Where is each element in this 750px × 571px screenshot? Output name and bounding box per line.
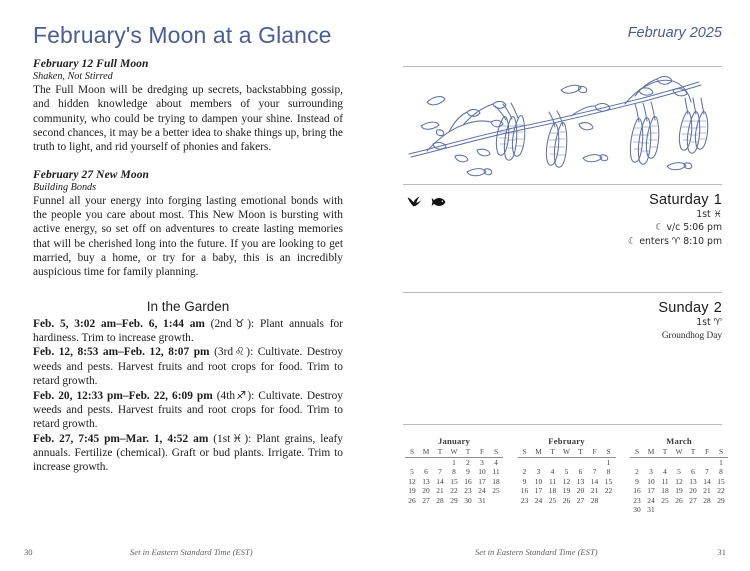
- mini-day-cell: 23: [464, 486, 472, 496]
- mini-day-cell: [433, 458, 447, 468]
- mini-day-cell: 20: [576, 486, 585, 496]
- mini-week-row: [405, 467, 503, 476]
- right-footer-note: Set in Eastern Standard Time (EST): [475, 547, 598, 557]
- left-footer-note: Set in Eastern Standard Time (EST): [130, 547, 253, 557]
- divider-sunday: [403, 292, 722, 293]
- moon-event-heading: February 12 Full Moon: [33, 58, 149, 70]
- weekday-header: T: [686, 447, 700, 458]
- mini-day-cell: [588, 458, 602, 468]
- mini-day-cell: 3: [649, 467, 653, 477]
- mini-day-cell: 18: [548, 486, 557, 496]
- mini-day-cell: 24: [478, 486, 486, 496]
- mini-day-cell: 16: [633, 486, 641, 496]
- mini-day-cell: [714, 505, 728, 514]
- zodiac-leo-icon: ♌: [233, 345, 247, 359]
- mini-day-cell: 19: [408, 486, 416, 496]
- mini-day-cell: 3: [536, 467, 541, 477]
- mini-day-cell: [700, 458, 714, 468]
- garden-entry-range: Feb. 27, 7:45 pm–Mar. 1, 4:52 am: [33, 432, 209, 445]
- mini-week-row: [405, 458, 503, 468]
- moon-event-subheading: Building Bonds: [33, 181, 97, 193]
- mini-day-cell: [630, 458, 644, 468]
- mini-day-cell: [532, 458, 546, 468]
- mini-calendar-march: [630, 436, 728, 514]
- garden-entry-phase: (3rd: [214, 346, 234, 359]
- mini-week-row: [518, 477, 616, 486]
- mini-day-cell: 29: [717, 495, 725, 505]
- mini-day-cell: [672, 505, 686, 514]
- mini-day-cell: 4: [663, 467, 667, 477]
- weekday-header: S: [602, 447, 616, 458]
- mini-calendar-title: February: [548, 436, 585, 446]
- mini-week-row: [405, 495, 503, 504]
- mini-day-cell: 21: [436, 486, 444, 496]
- mini-day-cell: 27: [576, 495, 585, 505]
- weekday-header: T: [546, 447, 560, 458]
- mini-week-row: [518, 458, 616, 468]
- mini-day-cell: 9: [522, 476, 527, 486]
- garden-section-title: In the Garden: [146, 298, 230, 314]
- mini-day-cell: 15: [450, 476, 458, 486]
- mini-day-cell: 25: [548, 495, 557, 505]
- divider-top: [403, 66, 722, 67]
- moon-event-heading: February 27 New Moon: [33, 168, 150, 181]
- mini-day-cell: 25: [492, 486, 500, 496]
- weekday-header: F: [475, 447, 489, 458]
- mini-week-row: [405, 477, 503, 486]
- divider-bottom: [403, 424, 722, 425]
- mini-calendar-title: March: [666, 436, 692, 446]
- mini-week-row: [630, 495, 728, 504]
- mini-day-cell: 6: [691, 467, 695, 477]
- mini-day-cell: 17: [534, 486, 543, 496]
- weekday-header: S: [630, 447, 644, 458]
- mini-day-cell: 28: [590, 495, 599, 505]
- mini-day-cell: 22: [450, 486, 458, 496]
- garden-entry-text: ): Plant annuals for hardiness. Trim to increase growth.: [33, 317, 343, 345]
- weekday-header: T: [461, 447, 475, 458]
- garden-entry: [33, 345, 343, 388]
- fish-icon: [431, 197, 446, 207]
- weekday-header: W: [560, 447, 574, 458]
- mini-day-cell: 8: [606, 467, 611, 477]
- mini-day-cell: 28: [436, 495, 444, 505]
- mini-day-cell: 8: [719, 467, 723, 477]
- mini-day-cell: 24: [534, 495, 543, 505]
- weekday-header: S: [714, 447, 728, 458]
- mini-calendar-table: [405, 447, 503, 505]
- mini-day-cell: 5: [564, 467, 569, 477]
- mini-day-cell: 16: [520, 486, 529, 496]
- mini-week-row: [630, 458, 728, 468]
- mini-day-cell: 5: [677, 467, 681, 477]
- mini-calendar-table: [518, 447, 616, 505]
- mini-day-cell: 7: [705, 467, 709, 477]
- mini-day-cell: 6: [424, 467, 428, 477]
- weekday-header: M: [532, 447, 546, 458]
- mini-week-row: [518, 486, 616, 495]
- mini-day-cell: 8: [452, 467, 456, 477]
- mini-day-cell: 2: [466, 458, 470, 468]
- mini-week-row: [630, 477, 728, 486]
- mini-day-cell: [686, 505, 700, 514]
- mini-day-cell: 15: [717, 476, 725, 486]
- mini-day-cell: [672, 458, 686, 468]
- mini-day-cell: 15: [604, 476, 613, 486]
- mini-day-cell: 14: [436, 476, 444, 486]
- moon-event-full-moon: [33, 58, 343, 155]
- moon-event-new-moon: [33, 169, 343, 280]
- weekday-header-row: [518, 447, 616, 458]
- day-entry-saturday: [628, 192, 722, 248]
- day-icons-saturday: [407, 196, 446, 207]
- day-name-sunday: [658, 300, 722, 316]
- left-page-body: [33, 58, 343, 475]
- mini-day-cell: 11: [492, 467, 500, 477]
- mini-day-cell: [644, 458, 658, 468]
- mini-day-cell: 10: [647, 476, 655, 486]
- mini-day-cell: [686, 458, 700, 468]
- date-number: 2: [713, 300, 722, 316]
- mini-calendar-february: [518, 436, 616, 514]
- garden-entry-range: Feb. 5, 3:02 am–Feb. 6, 1:44 am: [33, 317, 205, 330]
- mini-day-cell: [700, 505, 714, 514]
- weekday-header: W: [447, 447, 461, 458]
- mini-day-cell: 31: [478, 495, 486, 505]
- weekday-header: F: [588, 447, 602, 458]
- zodiac-sagittarius-icon: ♐: [235, 388, 248, 402]
- mini-day-cell: 24: [647, 495, 655, 505]
- moon-phase-line: 1st ♓: [696, 209, 722, 220]
- mini-day-cell: 20: [422, 486, 430, 496]
- mini-day-cell: 28: [703, 495, 711, 505]
- mini-day-cell: 6: [578, 467, 583, 477]
- garden-entry-text: ): Plant grains, leafy annuals. Fertilize (chemical). Graft or bud plants. Irrigate. Trim to increase growth.: [33, 432, 343, 474]
- mini-day-cell: 19: [675, 486, 683, 496]
- mini-day-cell: 22: [717, 486, 725, 496]
- mini-day-cell: 10: [478, 467, 486, 477]
- mini-calendar-table: [630, 447, 728, 514]
- garden-entry: [33, 317, 343, 346]
- mini-day-cell: 1: [452, 458, 456, 468]
- mini-day-cell: 26: [408, 495, 416, 505]
- weekday-header-row: [630, 447, 728, 458]
- day-entry-sunday: [658, 300, 722, 343]
- mini-week-row: [405, 486, 503, 495]
- mini-day-cell: [489, 495, 503, 504]
- mini-day-cell: [518, 458, 532, 468]
- mini-day-cell: 4: [550, 467, 555, 477]
- mini-day-cell: [419, 458, 433, 468]
- mini-day-cell: 12: [562, 476, 571, 486]
- mini-day-cell: 14: [703, 476, 711, 486]
- mini-day-cell: 29: [450, 495, 458, 505]
- garden-entry-range: Feb. 20, 12:33 pm–Feb. 22, 6:09 pm: [33, 389, 213, 402]
- weekday-header: F: [700, 447, 714, 458]
- weekday-label: Saturday: [649, 192, 709, 208]
- mini-day-cell: 18: [492, 476, 500, 486]
- mini-day-cell: 12: [675, 476, 683, 486]
- mini-day-cell: 12: [408, 476, 416, 486]
- mini-day-cell: 18: [661, 486, 669, 496]
- mini-day-cell: 19: [562, 486, 571, 496]
- mini-day-cell: 23: [633, 495, 641, 505]
- garden-entry-text: ): Cultivate. Destroy weeds and pests. Harvest fruits and root crops for food. Trim to retard growth.: [33, 389, 343, 431]
- moon-enters-sign-line: ☾ enters ♈ 8:10 pm: [628, 235, 722, 247]
- page-title: February's Moon at a Glance: [33, 22, 332, 48]
- mini-day-cell: 4: [494, 458, 498, 468]
- mini-day-cell: 11: [548, 476, 557, 486]
- left-page-number: 30: [24, 547, 33, 557]
- date-number: 1: [713, 192, 722, 208]
- moon-void-of-course-line: ☾ v/c 5:06 pm: [655, 222, 722, 234]
- zodiac-taurus-icon: ♉: [231, 316, 248, 330]
- mini-day-cell: [658, 505, 672, 514]
- mini-day-cell: 13: [576, 476, 585, 486]
- mini-day-cell: 26: [562, 495, 571, 505]
- mini-day-cell: 17: [478, 476, 486, 486]
- garden-entry-text: ): Cultivate. Destroy weeds and pests. Harvest fruits and root crops for food. Trim to retard growth.: [33, 346, 343, 388]
- moon-phase-line: 1st ♈: [696, 317, 722, 328]
- mini-day-cell: 13: [689, 476, 697, 486]
- weekday-header: T: [433, 447, 447, 458]
- weekday-header: S: [518, 447, 532, 458]
- weekday-header: S: [405, 447, 419, 458]
- garden-entry-range: Feb. 12, 8:53 am–Feb. 12, 8:07 pm: [33, 346, 210, 359]
- weekday-label: Sunday: [658, 300, 709, 316]
- mini-day-cell: [405, 458, 419, 468]
- holiday-label: Groundhog Day: [661, 331, 722, 342]
- mini-day-cell: [560, 458, 574, 468]
- mini-day-cell: 1: [606, 458, 611, 468]
- mini-day-cell: [658, 458, 672, 468]
- moon-event-body: The Full Moon will be dredging up secrets, backstabbing gossip, and hidden knowledge about members of your surrounding community, who could be trying to dampen your shine. Instead of second chances, it may be a better idea to shake things up, bring the truth to light, and rid yourself of phonies and fakers.: [33, 84, 343, 154]
- right-page: [375, 0, 750, 571]
- moon-event-subheading: Shaken, Not Stirred: [33, 71, 113, 82]
- mini-day-cell: [574, 458, 588, 468]
- mini-day-cell: 13: [422, 476, 430, 486]
- mini-day-cell: [602, 495, 616, 504]
- mini-day-cell: 31: [647, 504, 655, 514]
- mini-day-cell: 16: [464, 476, 472, 486]
- zodiac-pisces-icon: ♓: [230, 431, 245, 445]
- mini-week-row: [518, 495, 616, 504]
- bird-icon: [407, 196, 422, 207]
- mini-day-cell: 3: [480, 458, 484, 468]
- garden-entry-phase: (2nd: [210, 317, 232, 330]
- mini-day-cell: 21: [590, 486, 599, 496]
- day-name-saturday: [628, 192, 722, 208]
- mini-calendar-january: [405, 436, 503, 514]
- catkin-branch-illustration: [403, 68, 722, 182]
- mini-day-cell: 27: [422, 495, 430, 505]
- mini-day-cell: 26: [675, 495, 683, 505]
- weekday-header: M: [644, 447, 658, 458]
- right-page-number: 31: [717, 547, 726, 557]
- mini-week-row: [518, 467, 616, 476]
- mini-day-cell: 21: [703, 486, 711, 496]
- weekday-header: T: [658, 447, 672, 458]
- garden-entry-phase: (4th: [216, 389, 236, 402]
- mini-day-cell: 27: [689, 495, 697, 505]
- mini-calendars: [405, 436, 728, 514]
- mini-day-cell: 17: [647, 486, 655, 496]
- mini-day-cell: 20: [689, 486, 697, 496]
- mini-day-cell: 2: [522, 467, 527, 477]
- month-label: February 2025: [627, 25, 722, 41]
- mini-day-cell: 9: [635, 476, 639, 486]
- weekday-header: W: [672, 447, 686, 458]
- mini-day-cell: 10: [534, 476, 543, 486]
- mini-day-cell: 25: [661, 495, 669, 505]
- weekday-header: S: [489, 447, 503, 458]
- garden-entry: [33, 432, 343, 475]
- weekday-header: T: [574, 447, 588, 458]
- mini-day-cell: [546, 458, 560, 468]
- mini-calendar-title: January: [438, 436, 470, 446]
- mini-day-cell: 23: [520, 495, 529, 505]
- garden-entry-phase: (1st: [213, 432, 231, 445]
- divider-saturday: [403, 184, 722, 185]
- mini-week-row: [630, 505, 728, 514]
- mini-day-cell: 11: [661, 476, 669, 486]
- moon-event-body: Funnel all your energy into forging lasting emotional bonds with the people you care about most. This New Moon is bursting with active energy, so set off on adventures to create lasting memories that will be cherished long into the future. If you are looking to get married, buy a home, or try for a baby, this is an incredibly auspicious time for family planning.: [33, 194, 343, 279]
- mini-day-cell: 7: [592, 467, 597, 477]
- mini-day-cell: 22: [604, 486, 613, 496]
- mini-day-cell: 9: [466, 467, 470, 477]
- mini-day-cell: 30: [464, 495, 472, 505]
- mini-day-cell: 7: [438, 467, 442, 477]
- weekday-header: M: [419, 447, 433, 458]
- mini-day-cell: 1: [719, 458, 723, 468]
- garden-entry: [33, 389, 343, 432]
- mini-day-cell: 2: [635, 467, 639, 477]
- weekday-header-row: [405, 447, 503, 458]
- mini-day-cell: 5: [410, 467, 414, 477]
- mini-day-cell: 14: [590, 476, 599, 486]
- mini-day-cell: 30: [633, 504, 641, 514]
- mini-week-row: [630, 467, 728, 476]
- mini-week-row: [630, 486, 728, 495]
